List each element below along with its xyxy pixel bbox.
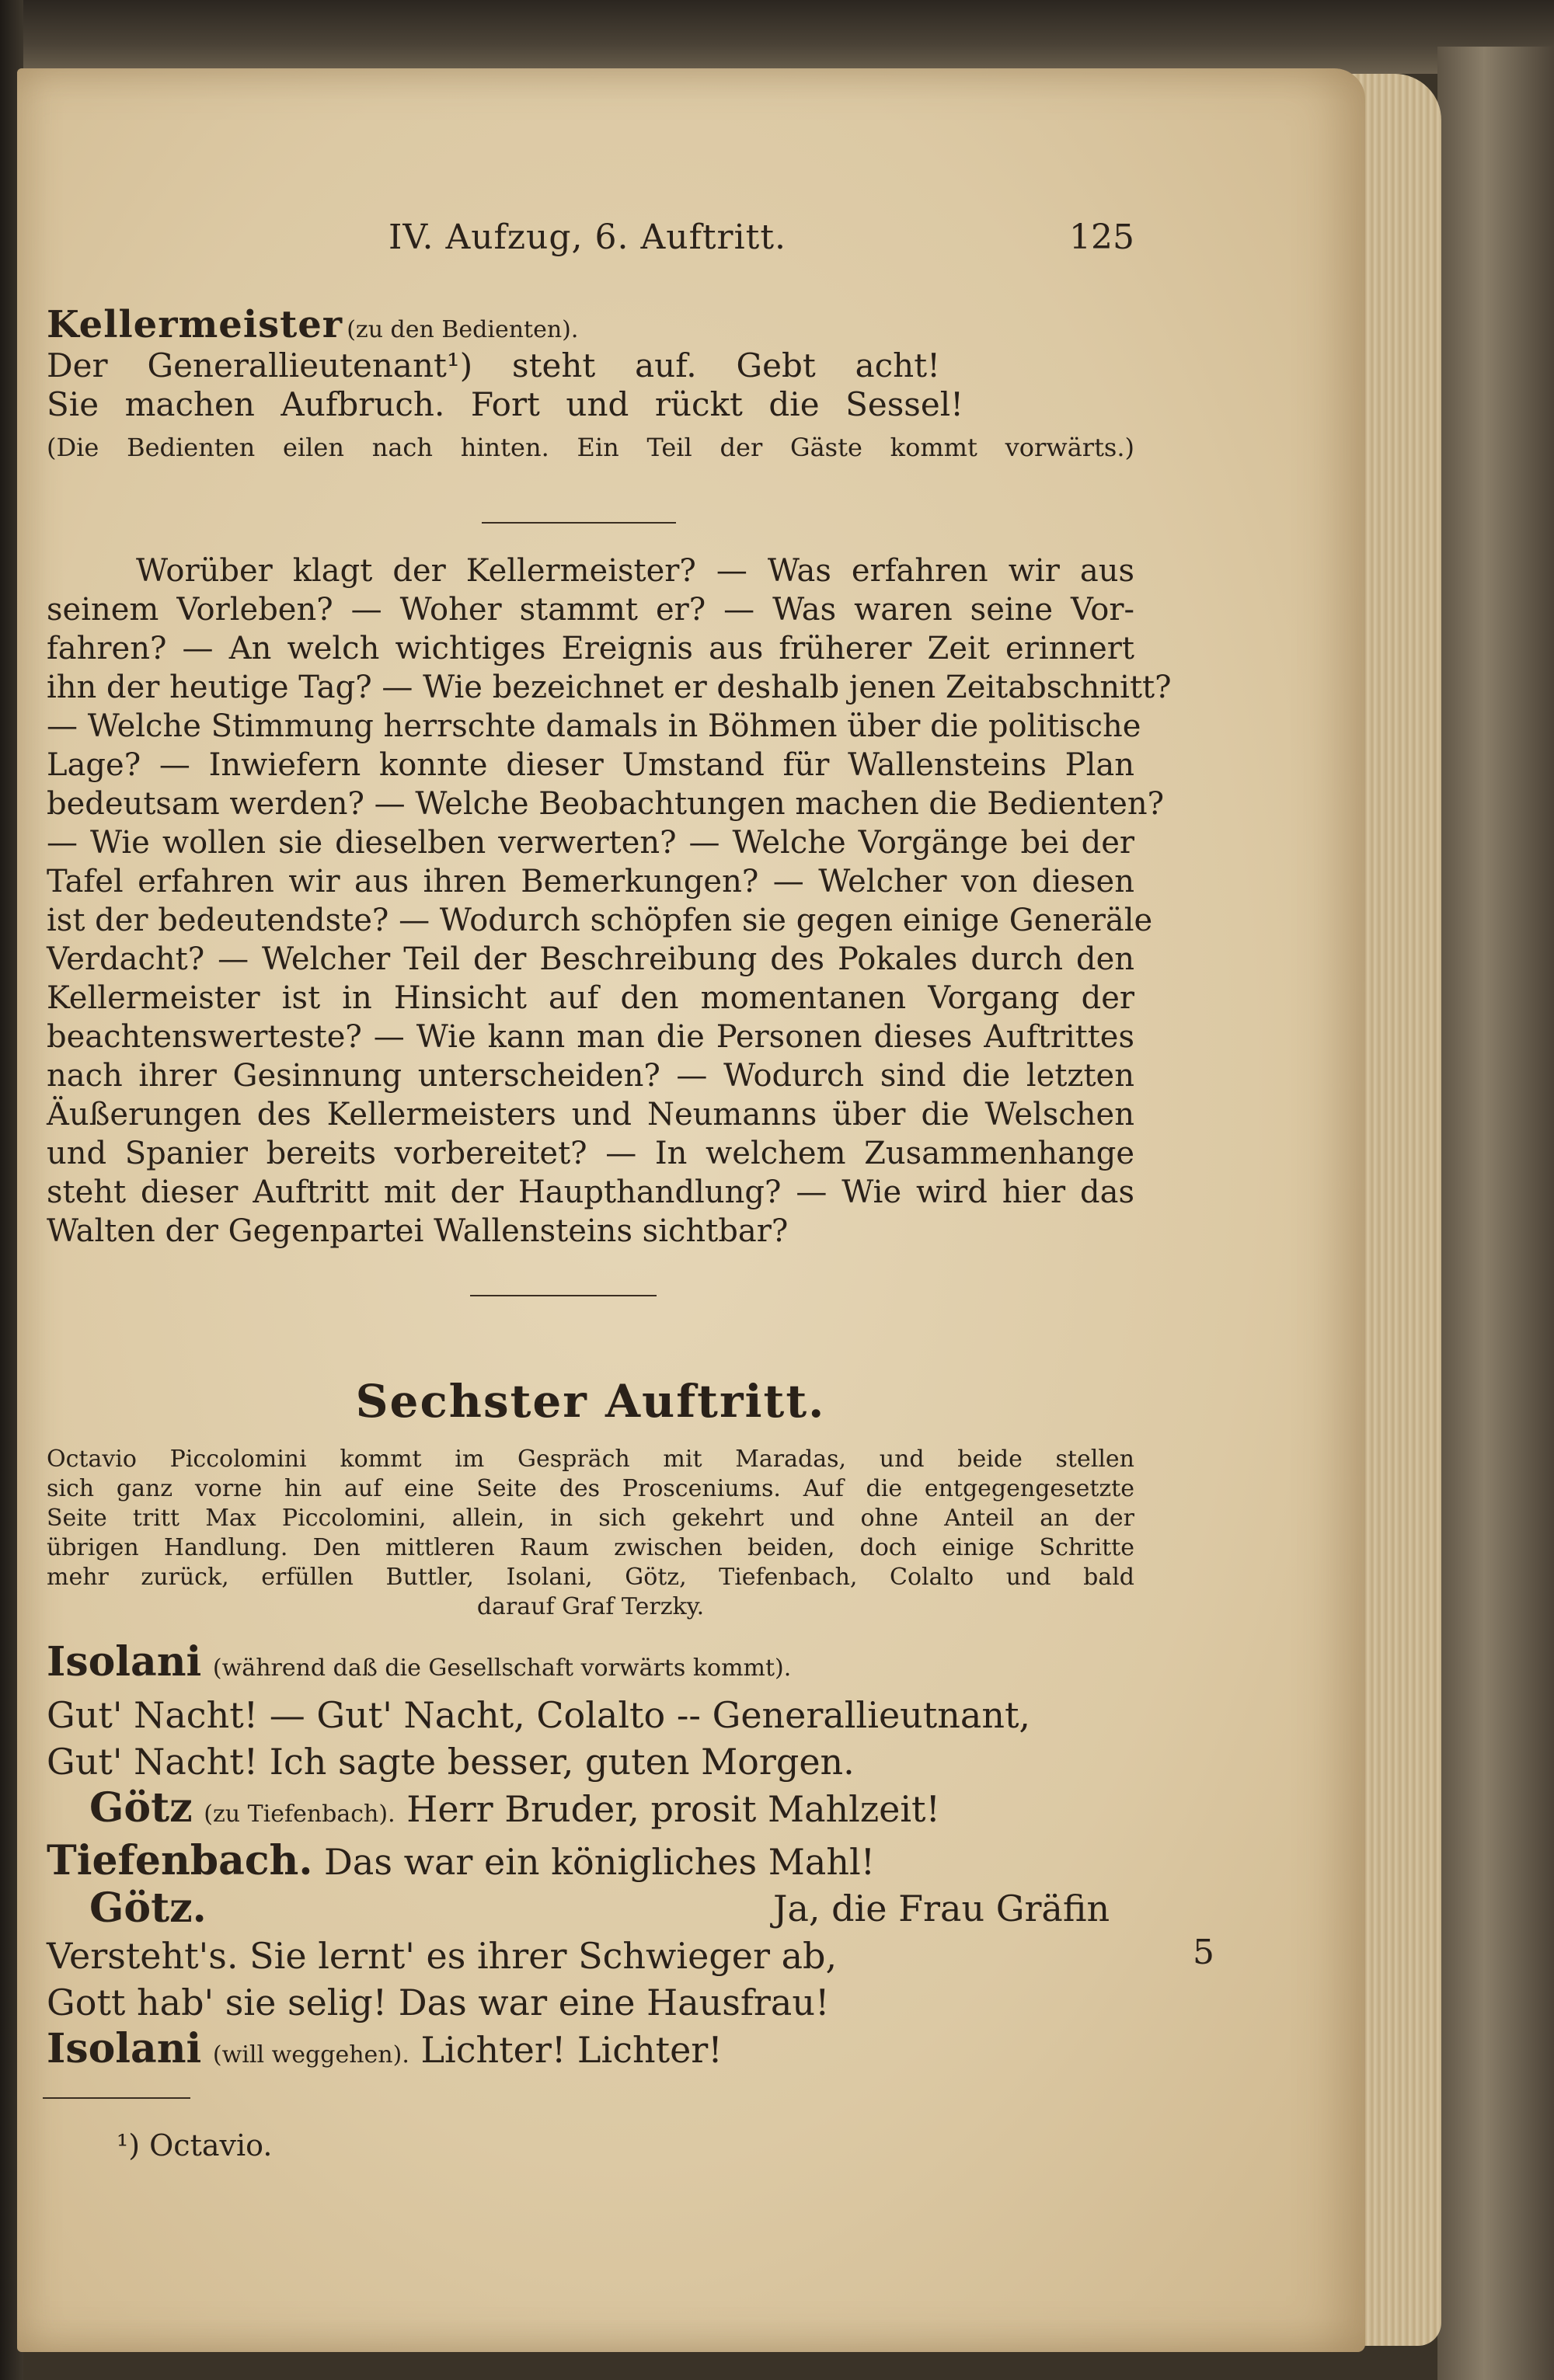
dialogue-line <box>47 1838 1134 1885</box>
question-line: Äußerungen des Kellermeisters und Neumanns über die Welschen <box>47 1097 1134 1133</box>
question-line: Verdacht? — Welcher Teil der Beschreibung des Pokales durch den <box>47 941 1134 977</box>
question-line: seinem Vorleben? — Woher stammt er? — Was waren seine Vor- <box>47 592 1134 628</box>
verse-text: Ja, die Frau Gräfin <box>773 1888 1110 1929</box>
stage-direction-line: übrigen Handlung. Den mittleren Raum zwischen beiden, doch einige Schritte <box>47 1534 1134 1561</box>
stage-direction: (Die Bedienten eilen nach hinten. Ein Teil der Gäste kommt vorwärts.) <box>47 433 1134 462</box>
verse-text: Lichter! Lichter! <box>420 2029 723 2071</box>
question-line: Walten der Gegenpartei Wallensteins sichtbar? <box>47 1213 789 1249</box>
stage-direction-line: Octavio Piccolomini kommt im Gespräch mit Maradas, und beide stellen <box>47 1446 1134 1473</box>
dialogue-line: Gut' Nacht! Ich sagte besser, guten Morgen. <box>47 1741 855 1783</box>
question-line: ihn der heutige Tag? — Wie bezeichnet er deshalb jenen Zeitabschnitt? <box>47 670 1172 705</box>
verse-line: Der Generallieutenant¹) steht auf. Gebt acht! <box>47 346 940 384</box>
verse-text: Herr Bruder, prosit Mahlzeit! <box>406 1788 941 1830</box>
kellermeister-speech <box>47 303 1134 471</box>
question-line: steht dieser Auftritt mit der Haupthandlung? — Wie wird hier das <box>47 1174 1134 1210</box>
question-line: Kellermeister ist in Hinsicht auf den momentanen Vorgang der <box>47 980 1134 1016</box>
question-line: nach ihrer Gesinnung unterscheiden? — Wodurch sind die letzten <box>47 1058 1134 1094</box>
stage-direction-line: sich ganz vorne hin auf eine Seite des Prosceniums. Auf die entgegengesetzte <box>47 1475 1134 1502</box>
book-cover-right <box>1437 47 1554 2380</box>
question-line: und Spanier bereits vorbereitet? — In welchem Zusammenhange <box>47 1136 1134 1171</box>
dialogue-line: Gott hab' sie selig! Das war eine Hausfrau! <box>47 1982 830 2023</box>
speaker-name: Isolani <box>47 2025 202 2072</box>
question-line: — Welche Stimmung herrschte damals in Böhmen über die politische <box>47 708 1141 744</box>
stage-direction-line: Seite tritt Max Piccolomini, allein, in sich gekehrt und ohne Anteil an der <box>47 1505 1134 1532</box>
question-line: Tafel erfahren wir aus ihren Bemerkungen? — Welcher von diesen <box>47 864 1134 899</box>
divider <box>470 1295 657 1296</box>
dialogue <box>47 1639 1134 2079</box>
question-line: fahren? — An welch wichtiges Ereignis aus früherer Zeit erinnert <box>47 631 1134 666</box>
dialogue-line <box>47 1785 1134 1838</box>
speaker-name: Isolani <box>47 1638 202 1686</box>
book-cover-top <box>0 0 1554 74</box>
verse-text: Das war ein königliches Mahl! <box>324 1841 876 1883</box>
speaker-name: Götz. <box>89 1884 207 1932</box>
footnote-rule <box>43 2097 190 2099</box>
speaker-name: Götz <box>89 1784 193 1832</box>
question-line: Lage? — Inwiefern konnte dieser Umstand für Wallensteins Plan <box>47 747 1134 783</box>
line-number: 5 <box>1193 1933 1214 1972</box>
speaker-name: Kellermeister <box>47 303 343 346</box>
scene-stage-direction <box>47 1445 1134 1622</box>
page-number: 125 <box>1069 217 1134 257</box>
dialogue-line <box>47 1885 1134 1933</box>
speaker-direction: (während daß die Gesellschaft vorwärts kommt). <box>212 1655 792 1682</box>
speaker-name: Tiefenbach. <box>47 1837 313 1884</box>
running-title: IV. Aufzug, 6. Auftritt. <box>388 217 786 257</box>
footnote: ¹) Octavio. <box>117 2128 273 2163</box>
scene-title: Sechster Auftritt. <box>355 1375 826 1428</box>
running-header <box>388 217 1134 264</box>
speaker-direction: (zu Tiefenbach). <box>204 1801 395 1828</box>
study-questions <box>47 552 1172 1251</box>
stage-direction-line: darauf Graf Terzky. <box>476 1593 705 1620</box>
dialogue-line <box>47 2026 1134 2079</box>
dialogue-line <box>47 1639 1134 1692</box>
verse-line: Sie machen Aufbruch. Fort und rückt die Sessel! <box>47 385 963 423</box>
dialogue-line: Versteht's. Sie lernt' es ihrer Schwieger ab, <box>47 1935 838 1977</box>
question-line: beachtenswerteste? — Wie kann man die Personen dieses Auftrittes <box>47 1019 1134 1055</box>
speaker-direction: (zu den Bedienten). <box>347 316 579 343</box>
question-line: bedeutsam werden? — Welche Beobachtungen machen die Bedienten? <box>47 786 1165 822</box>
question-line: — Wie wollen sie dieselben verwerten? — Welche Vorgänge bei der <box>47 825 1134 861</box>
stage-direction-line: mehr zurück, erfüllen Buttler, Isolani, Götz, Tiefenbach, Colalto und bald <box>47 1564 1134 1591</box>
divider <box>482 522 676 524</box>
dialogue-line: Gut' Nacht! — Gut' Nacht, Colalto -- Generallieutnant, <box>47 1694 1031 1736</box>
speaker-direction: (will weggehen). <box>212 2041 409 2069</box>
question-line: Worüber klagt der Kellermeister? — Was erfahren wir aus <box>136 553 1134 589</box>
question-line: ist der bedeutendste? — Wodurch schöpfen sie gegen einige Generäle <box>47 903 1153 938</box>
